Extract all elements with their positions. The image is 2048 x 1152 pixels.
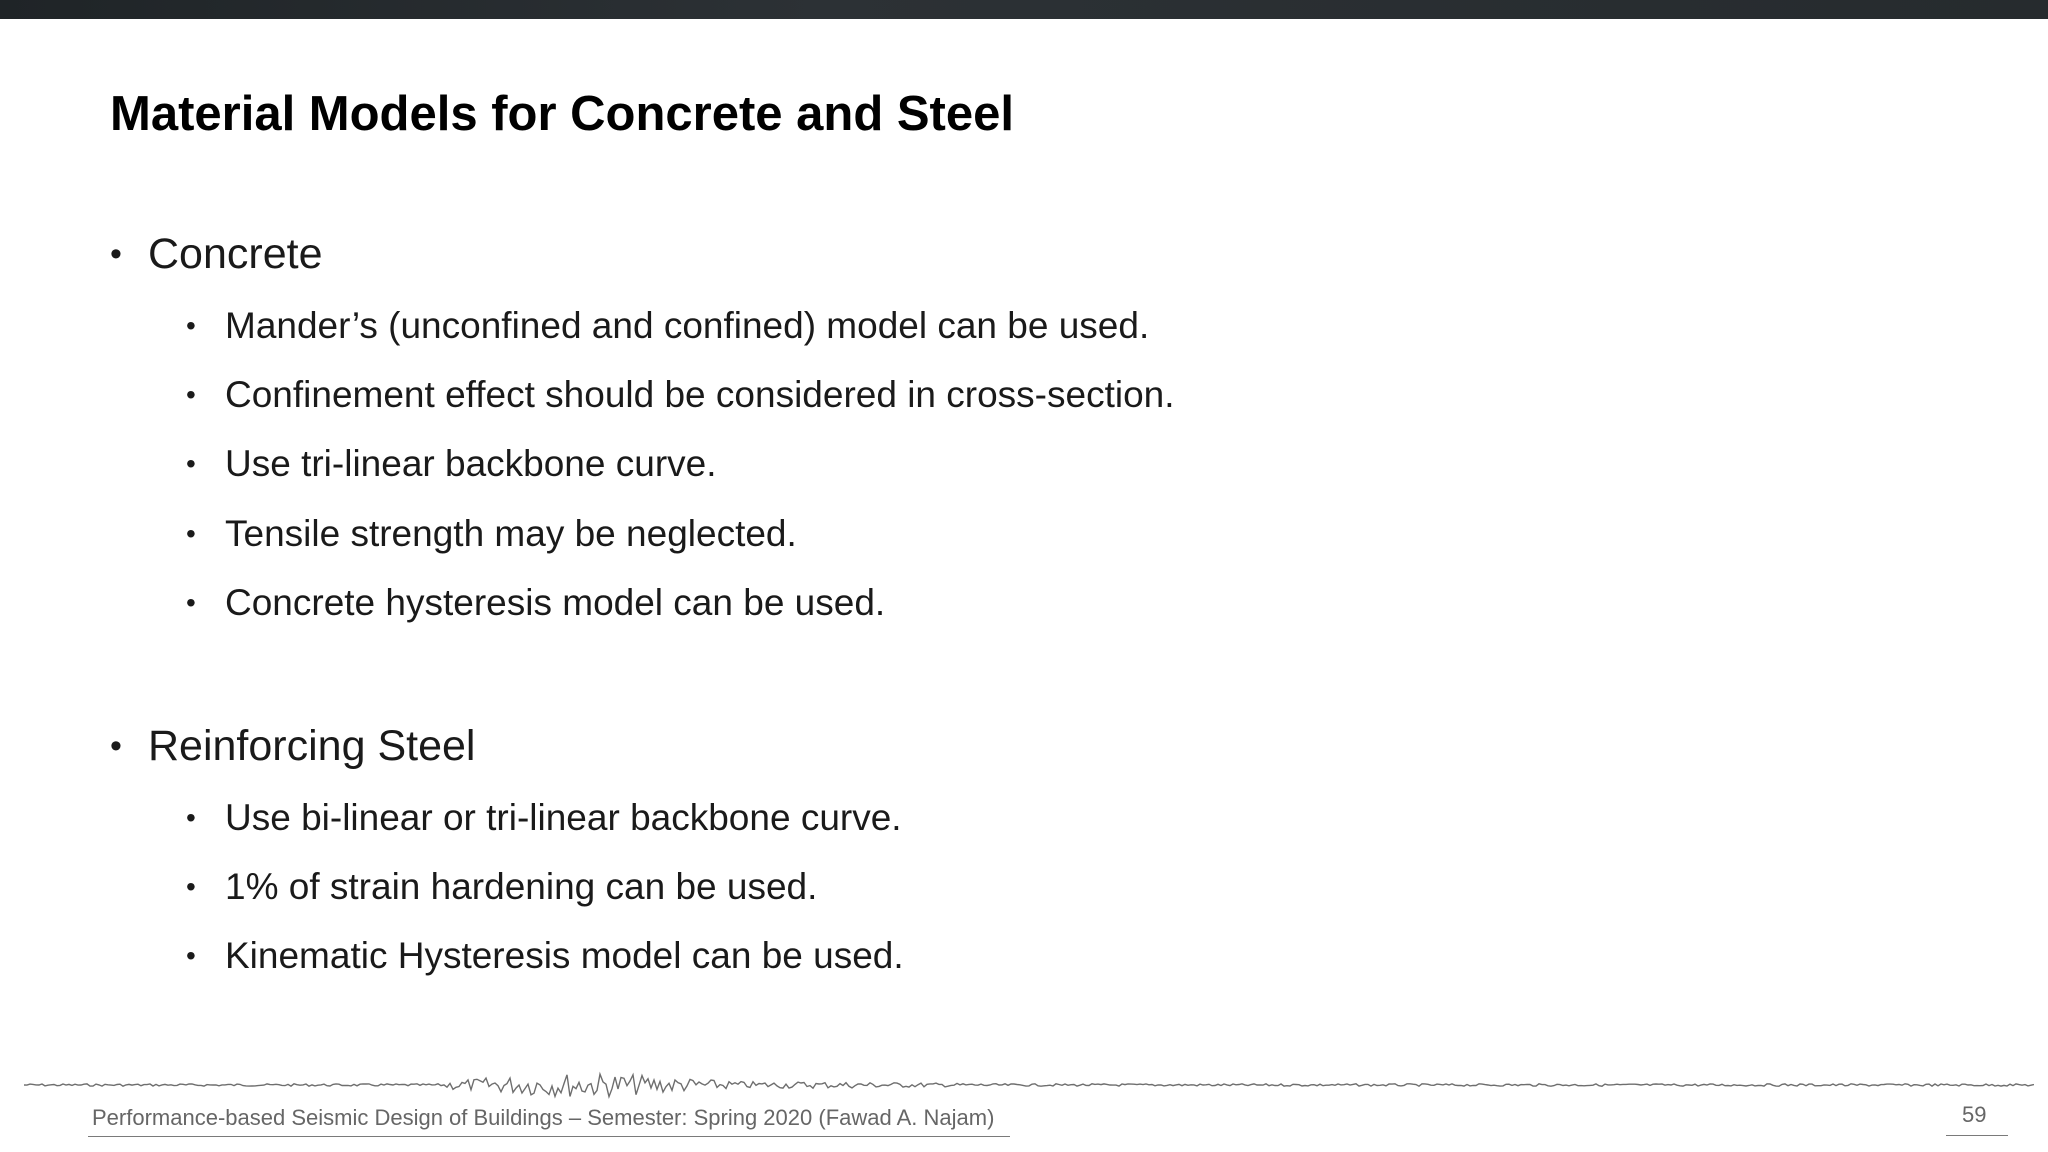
- sub-bullet-text: Use bi-linear or tri-linear backbone curve.: [225, 797, 902, 838]
- sub-bullet-dot: •: [186, 518, 196, 549]
- sub-bullet: [186, 374, 1175, 416]
- sub-bullet-dot: •: [186, 310, 196, 341]
- sub-bullet: [186, 305, 1149, 347]
- seismic-wave-graphic: [24, 1060, 2034, 1100]
- sub-bullet-text: Confinement effect should be considered in cross-section.: [225, 374, 1175, 415]
- sub-bullet: [186, 797, 902, 839]
- sub-bullet-text: Use tri-linear backbone curve.: [225, 443, 717, 484]
- footer-underline: [88, 1136, 1010, 1137]
- seismic-wave-line: [24, 1074, 2034, 1096]
- sub-bullet-dot: •: [186, 587, 196, 618]
- sub-bullet: [186, 513, 797, 555]
- sub-bullet-text: Tensile strength may be neglected.: [225, 513, 797, 554]
- sub-bullet: [186, 443, 717, 485]
- sub-bullet-text: Mander’s (unconfined and confined) model can be used.: [225, 305, 1150, 346]
- bullet-heading: Concrete: [148, 230, 323, 278]
- footer-course-text: Performance-based Seismic Design of Buildings – Semester: Spring 2020 (Fawad A. Najam): [92, 1105, 995, 1130]
- bullet-heading: Reinforcing Steel: [148, 722, 476, 770]
- slide-title: Material Models for Concrete and Steel: [110, 87, 1014, 141]
- sub-bullet-text: Kinematic Hysteresis model can be used.: [225, 935, 904, 976]
- sub-bullet: [186, 582, 885, 624]
- sub-bullet-dot: •: [186, 871, 196, 902]
- bullet-reinforcing-steel: [110, 722, 475, 771]
- bullet-dot: •: [110, 235, 122, 273]
- sub-bullet: [186, 935, 904, 977]
- bullet-concrete: [110, 230, 322, 279]
- sub-bullet-dot: •: [186, 379, 196, 410]
- sub-bullet: [186, 866, 817, 908]
- page-number: 59: [1962, 1102, 1987, 1127]
- sub-bullet-text: Concrete hysteresis model can be used.: [225, 582, 886, 623]
- sub-bullet-dot: •: [186, 448, 196, 479]
- page-number-underline: [1946, 1135, 2008, 1136]
- sub-bullet-dot: •: [186, 940, 196, 971]
- bullet-dot: •: [110, 727, 122, 765]
- sub-bullet-dot: •: [186, 802, 196, 833]
- sub-bullet-text: 1% of strain hardening can be used.: [225, 866, 818, 907]
- top-bar: [0, 0, 2048, 19]
